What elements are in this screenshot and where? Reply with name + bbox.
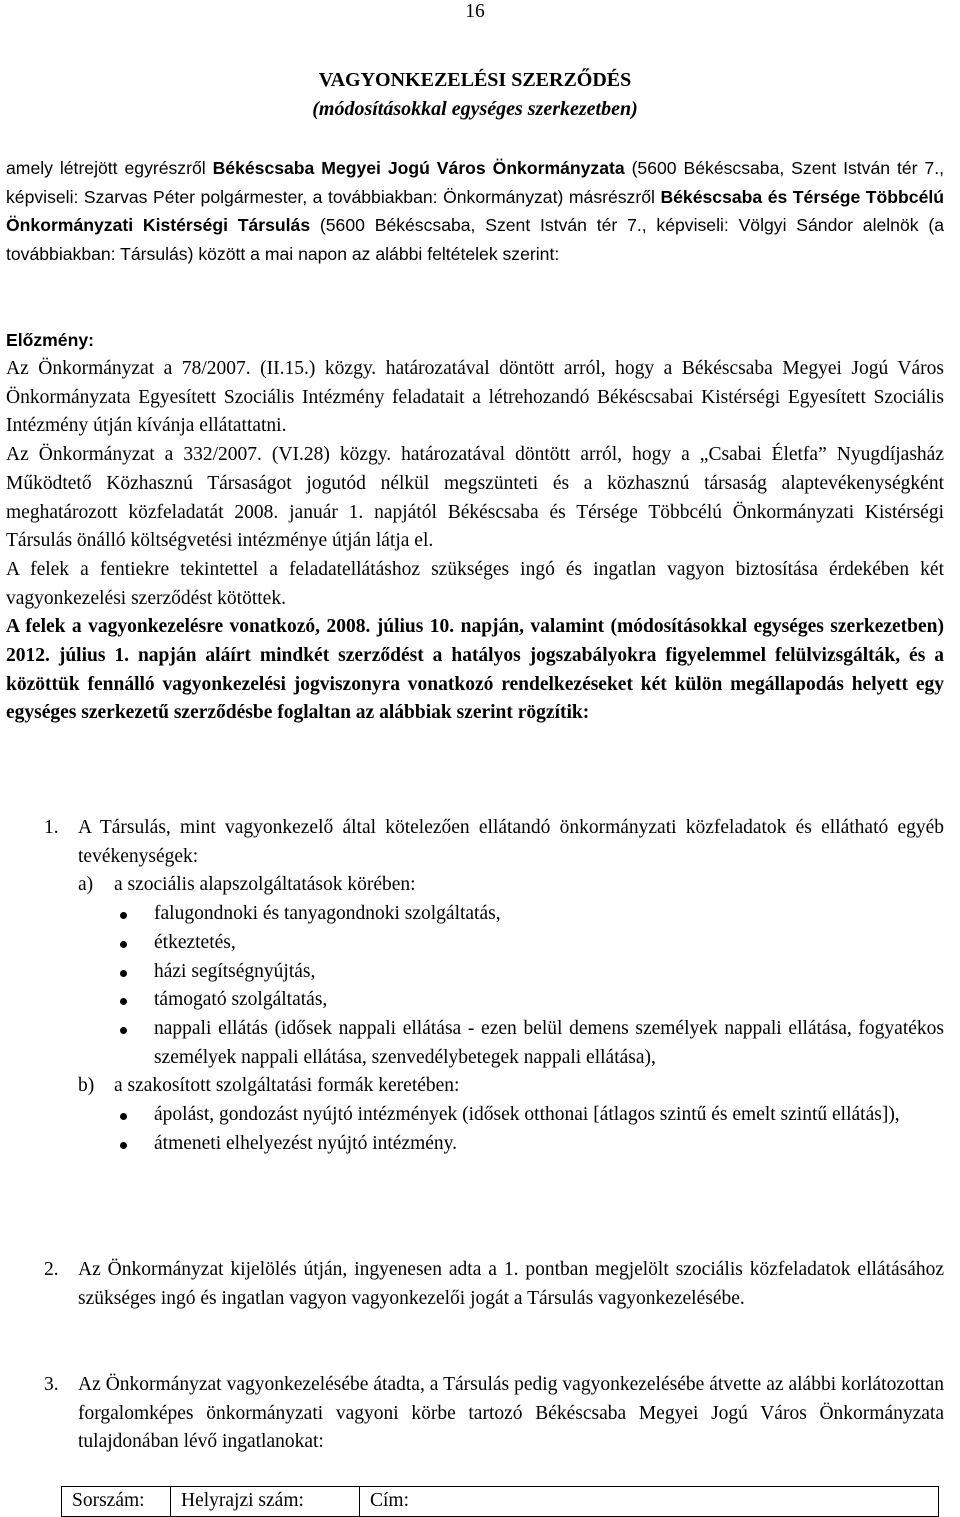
party-municipality: Békéscsaba Megyei Jogú Város Önkormányzata	[212, 158, 625, 178]
bullet-item	[154, 900, 944, 929]
column-header-address: Cím:	[360, 1487, 939, 1517]
bullet-text: falugondnoki és tanyagondnoki szolgáltatás,	[154, 903, 501, 925]
bullet-text: házi segítségnyújtás,	[154, 960, 316, 982]
bullet-item	[154, 958, 944, 987]
table-header-row	[62, 1487, 939, 1517]
bullet-text: támogató szolgáltatás,	[154, 989, 328, 1011]
bullet-icon	[120, 1027, 127, 1034]
clause-list-1	[6, 814, 944, 1158]
parties-paragraph	[6, 154, 944, 269]
bullet-list-a	[78, 900, 944, 1072]
bullet-icon	[120, 970, 127, 977]
bullet-item	[154, 929, 944, 958]
clause-list-3	[6, 1371, 944, 1457]
preamble-section	[6, 355, 944, 728]
bullet-icon	[120, 1113, 127, 1120]
bullet-text: nappali ellátás (idősek nappali ellátása - ezen belül demens személyek nappali ellátása, fogyatékos személyek nappali ellátása, szenvedélybetegek nappali ellátása),	[154, 1017, 944, 1068]
bullet-icon	[120, 1142, 127, 1149]
parties-text-2: (5600 Békéscsaba, Szent István tér 7., képviseli: Szarvas Péter polgármester, a továbbiakban: Önkormányzat) másrészről	[6, 158, 944, 207]
preamble-paragraph-1: Az Önkormányzat a 78/2007. (II.15.) közgy. határozatával döntött arról, hogy a Békéscsaba Megyei Jogú Város Önkormányzata Egyesített Szociális Intézmény feladatait a létrehozandó Békéscsabai Kistérségi Egyesített Szociális Intézmény útján kívánja ellátattatni.	[6, 358, 944, 437]
subitem-label: b)	[78, 1075, 95, 1097]
preamble-paragraph-3: A felek a fentiekre tekintettel a feladatellátáshoz szükséges ingó és ingatlan vagyon biztosítása érdekében két vagyonkezelési szerződést kötöttek.	[6, 558, 944, 609]
bullet-item	[154, 986, 944, 1015]
subitem-text: a szakosított szolgáltatási formák keretében:	[114, 1075, 460, 1097]
bullet-item	[154, 1130, 944, 1159]
bullet-text: átmeneti elhelyezést nyújtó intézmény.	[154, 1132, 458, 1154]
clause-number: 2.	[44, 1259, 59, 1280]
subitem-label: a)	[78, 874, 94, 896]
document-subtitle: (módosításokkal egységes szerkezetben)	[312, 98, 638, 120]
clause-2	[6, 1256, 944, 1313]
clause-1-subitem-a	[78, 871, 944, 900]
bullet-icon	[120, 998, 127, 1005]
bullet-item	[154, 1015, 944, 1072]
bullet-text: ápolást, gondozást nyújtó intézmények (idősek otthonai [átlagos szintű és emelt szintű ellátás]),	[154, 1104, 900, 1126]
document-title: VAGYONKEZELÉSI SZERZŐDÉS	[318, 69, 632, 91]
bullet-list-b	[78, 1101, 944, 1158]
column-header-parcel-number: Helyrajzi szám:	[171, 1487, 360, 1517]
bullet-item	[154, 1101, 944, 1130]
preamble-paragraph-2: Az Önkormányzat a 332/2007. (VI.28) közgy. határozatával döntött arról, hogy a „Csabai Életfa” Nyugdíjasház Működtető Közhasznú Társaságot jogutód nélkül megszünteti és a közhasznú társaság alaptevékenységként meghatározott közfeladatát 2008. január 1. napjától Békéscsaba és Térsége Többcélú Önkormányzati Kistérségi Társulás önálló költségvetési intézménye útján látja el.	[6, 444, 944, 552]
clause-text: Az Önkormányzat vagyonkezelésébe átadta, a Társulás pedig vagyonkezelésébe átvette az alábbi korlátozottan forgalomképes önkormányzati vagyoni körbe tartozó Békéscsaba Megyei Jogú Város Önkormányzata tulajdonában lévő ingatlanokat:	[78, 1374, 944, 1453]
clause-1	[6, 814, 944, 1158]
subitem-text: a szociális alapszolgáltatások körében:	[114, 874, 416, 896]
clause-1-subitem-b	[78, 1072, 944, 1101]
column-header-serial: Sorszám:	[62, 1487, 171, 1517]
clause-text: Az Önkormányzat kijelölés útján, ingyenesen adta a 1. pontban megjelölt szociális közfeladatok ellátásához szükséges ingó és ingatlan vagyon vagyonkezelői jogát a Társulás vagyonkezelésébe.	[78, 1259, 944, 1309]
preamble-paragraph-4: A felek a vagyonkezelésre vonatkozó, 2008. július 10. napján, valamint (módosításokkal egységes szerkezetben) 2012. július 1. napján aláírt mindkét szerződést a hatályos jogszabályokra figyelemmel felülvizsgálták, és a közöttük fennálló vagyonkezelési jogviszonyra vonatkozó rendelkezéseket két külön megállapodás helyett egy egységes szerkezetű szerződésbe foglaltan az alábbiak szerint rögzítik:	[6, 616, 944, 724]
parties-text-3: (5600 Békéscsaba, Szent István tér 7., képviseli: Völgyi Sándor alelnök (a továbbiakban: Társulás) között a mai napon az alábbi feltételek szerint:	[6, 215, 944, 265]
page-number: 16	[465, 1, 485, 22]
party-association: Békéscsaba és Térsége Többcélú Önkormányzati Kistérségi Társulás	[6, 186, 945, 236]
clause-number: 1.	[44, 817, 59, 838]
clause-list-2	[6, 1256, 944, 1313]
parties-text-1: amely létrejött egyrészről	[6, 158, 213, 178]
clause-number: 3.	[44, 1374, 59, 1395]
clause-text: A Társulás, mint vagyonkezelő által kötelezően ellátandó önkormányzati közfeladatok és ellátható egyéb tevékenységek:	[78, 817, 944, 867]
preamble-heading: Előzmény:	[6, 330, 94, 350]
bullet-icon	[120, 941, 127, 948]
bullet-icon	[120, 912, 127, 919]
clause-3	[6, 1371, 944, 1457]
property-table	[61, 1486, 939, 1517]
bullet-text: étkeztetés,	[154, 931, 236, 953]
